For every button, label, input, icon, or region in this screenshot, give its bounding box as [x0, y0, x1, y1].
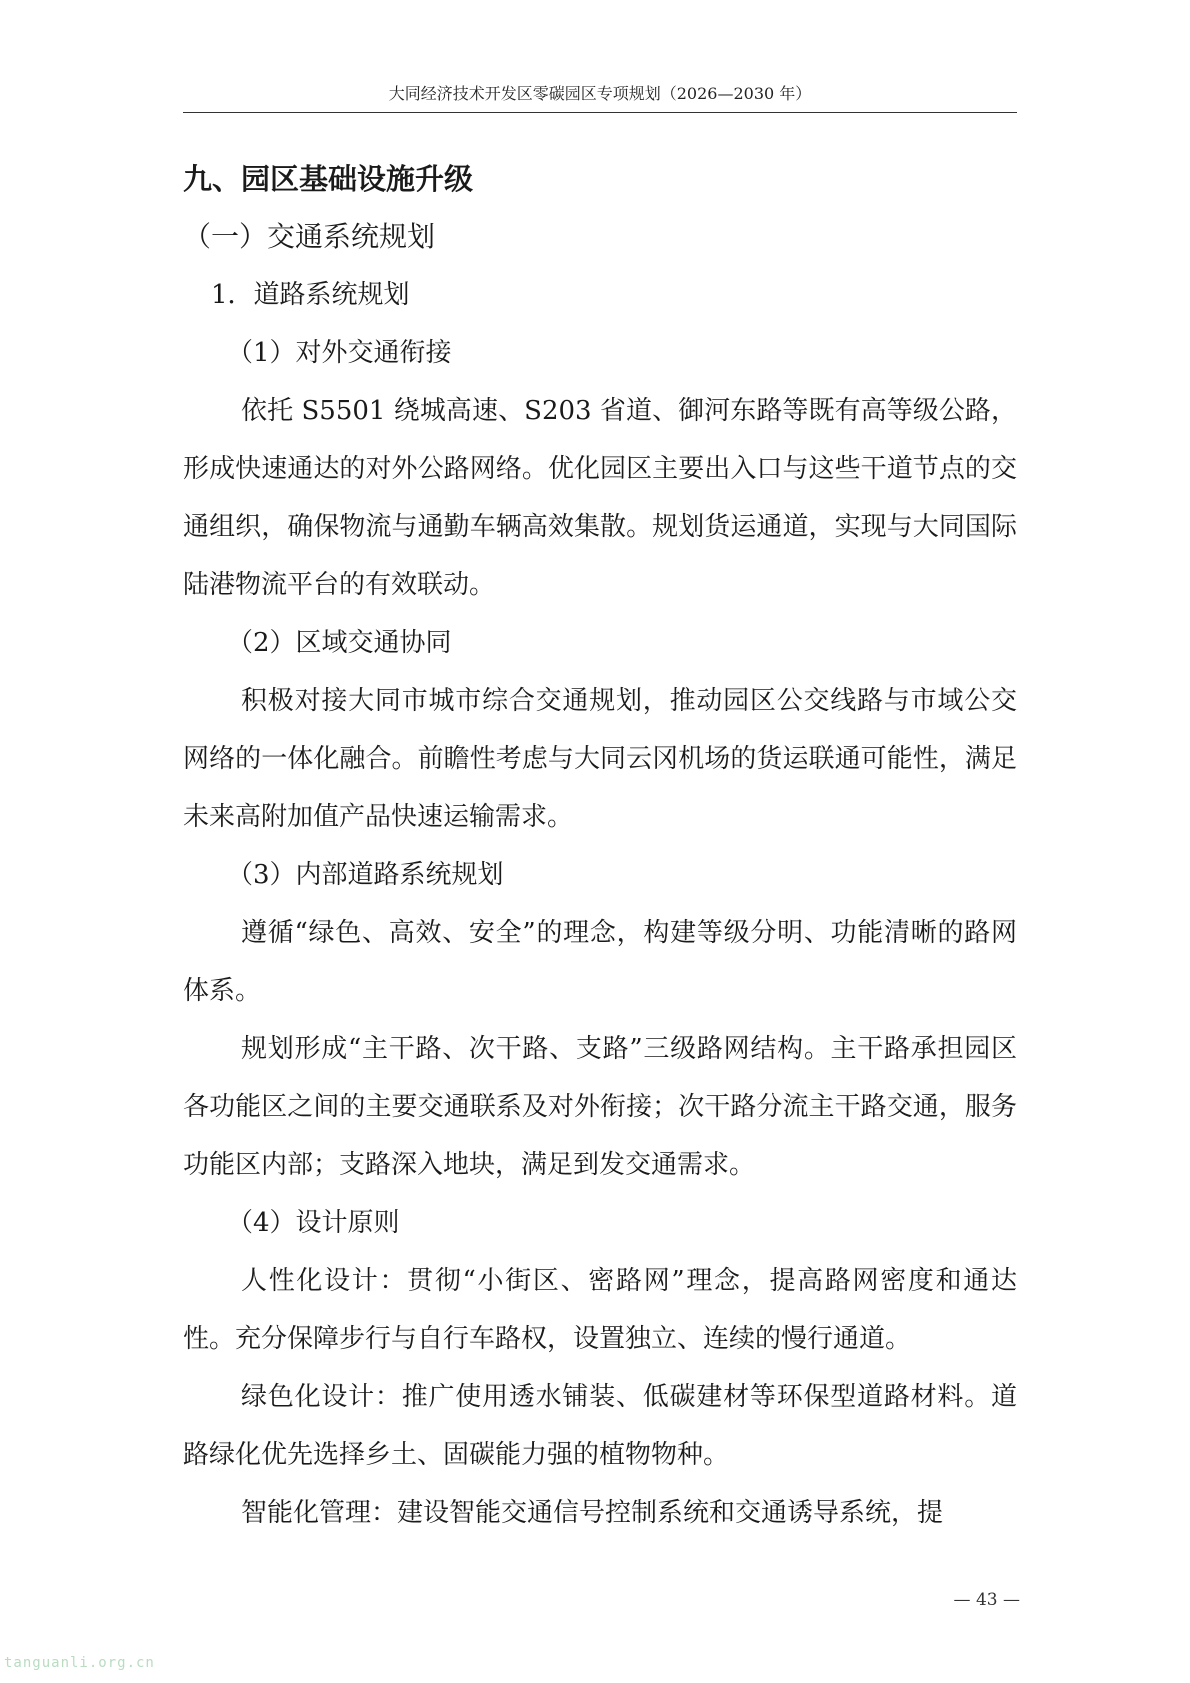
- item-heading: （3）内部道路系统规划: [227, 860, 504, 890]
- page-number: — 43 —: [953, 1590, 1020, 1610]
- body-paragraph: 智能化管理：建设智能交通信号控制系统和交通诱导系统，提: [241, 1498, 944, 1528]
- item-heading: （2）区域交通协同: [227, 628, 452, 658]
- body-paragraph: 依托 S5501 绕城高速、S203 省道、御河东路等既有高等级公路，形成快速通达的对外公路网络。优化园区主要出入口与这些干道节点的交通组织，确保物流与通勤车辆高效集散。规划货运通道，实现与大同国际陆港物流平台的有效联动。: [183, 396, 1017, 600]
- subsection-heading: （一）交通系统规划: [183, 220, 436, 253]
- page-body: [183, 150, 1017, 1542]
- site-watermark: tanguanli.org.cn: [4, 1655, 155, 1671]
- body-paragraph: 规划形成“主干路、次干路、支路”三级路网结构。主干路承担园区各功能区之间的主要交通联系及对外衔接；次干路分流主干路交通，服务功能区内部；支路深入地块，满足到发交通需求。: [183, 1034, 1017, 1180]
- item-heading: （4）设计原则: [227, 1208, 400, 1238]
- running-header: 大同经济技术开发区零碳园区专项规划（2026—2030 年）: [388, 84, 812, 103]
- section-heading: 九、园区基础设施升级: [183, 162, 474, 196]
- body-paragraph: 遵循“绿色、高效、安全”的理念，构建等级分明、功能清晰的路网体系。: [183, 918, 1017, 1006]
- body-paragraph: 积极对接大同市城市综合交通规划，推动园区公交线路与市域公交网络的一体化融合。前瞻性考虑与大同云冈机场的货运联通可能性，满足未来高附加值产品快速运输需求。: [183, 686, 1017, 832]
- subsubsection-heading: 1．道路系统规划: [211, 280, 410, 310]
- item-heading: （1）对外交通衔接: [227, 338, 452, 368]
- body-paragraph: 绿色化设计：推广使用透水铺装、低碳建材等环保型道路材料。道路绿化优先选择乡土、固碳能力强的植物物种。: [183, 1382, 1017, 1470]
- body-paragraph: 人性化设计：贯彻“小街区、密路网”理念，提高路网密度和通达性。充分保障步行与自行车路权，设置独立、连续的慢行通道。: [183, 1266, 1017, 1354]
- header-rule: [183, 112, 1017, 113]
